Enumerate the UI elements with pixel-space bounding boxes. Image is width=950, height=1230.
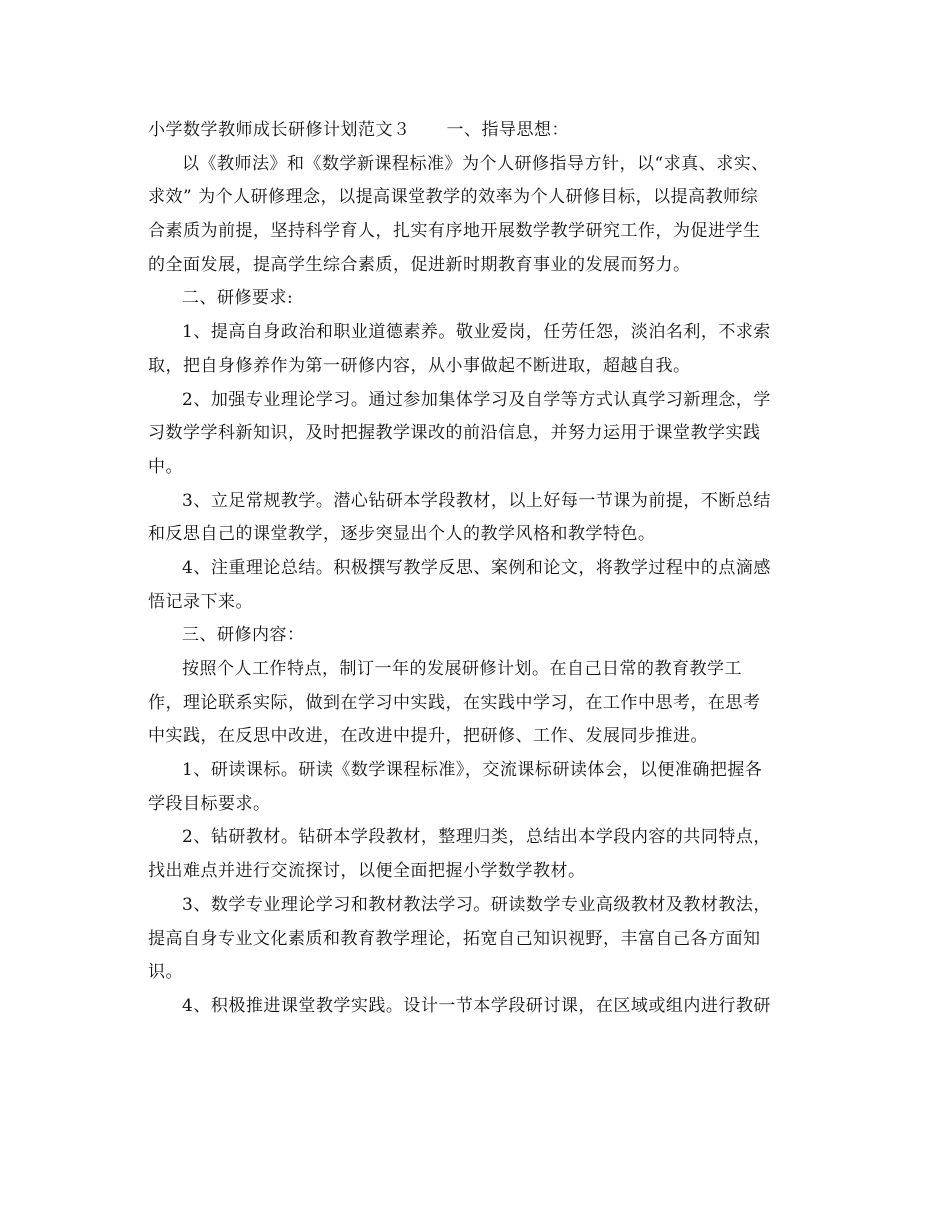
title-line — [148, 114, 810, 148]
text-line: 求效” 为个人研修理念，以提高课堂教学的效率为个人研修目标，以提高教师综 — [148, 187, 759, 208]
text-line: 取，把自身修养作为第一研修内容，从小事做起不断进取，超越自我。 — [148, 355, 691, 376]
text-line: 按照个人工作特点，制订一年的发展研修计划。在自己日常的教育教学工 — [182, 659, 742, 679]
text-line: 以《教师法》和《数学新课程标准》为个人研修指导方针，以“求真、求实、 — [182, 153, 769, 174]
text-line: 1、研读课标。研读《数学课程标准》，交流课标研读体会，以便准确把握各 — [182, 760, 763, 781]
text-line: 4、积极推进课堂教学实践。设计一节本学段研讨课，在区域或组内进行教研 — [182, 995, 771, 1016]
text-line: 习数学学科新知识，及时把握教学课改的前沿信息，并努力运用于课堂教学实践 — [148, 423, 761, 444]
text-line: 和反思自己的课堂教学，逐步突显出个人的教学风格和教学特色。 — [148, 524, 656, 545]
text-line: 合素质为前提，坚持科学育人，扎实有序地开展数学教学研究工作，为促进学生 — [148, 221, 761, 242]
text-line: 3、立足常规教学。潜心钻研本学段教材，以上好每一节课为前提，不断总结 — [182, 490, 771, 511]
text-line: 提高自身专业文化素质和教育教学理论，拓宽自己知识视野，丰富自己各方面知 — [148, 928, 761, 949]
section-heading-1: 一、指导思想： — [446, 120, 569, 140]
text-line: 三、研修内容： — [182, 625, 305, 646]
text-line: 2、加强专业理论学习。通过参加集体学习及自学等方式认真学习新理念，学 — [182, 389, 771, 410]
text-line: 识。 — [148, 962, 183, 983]
text-line: 中。 — [148, 456, 183, 477]
text-lines — [148, 148, 810, 1024]
text-line: 4、注重理论总结。积极撰写教学反思、案例和论文，将教学过程中的点滴感 — [182, 557, 771, 578]
text-line: 3、数学专业理论学习和教材教法学习。研读数学专业高级教材及教材教法， — [182, 894, 771, 915]
document-body — [148, 114, 810, 1024]
text-line: 找出难点并进行交流探讨，以便全面把握小学数学教材。 — [148, 861, 586, 882]
text-line: 中实践，在反思中改进，在改进中提升，把研修、工作、发展同步推进。 — [148, 726, 708, 747]
document-title: 小学数学教师成长研修计划范文３ — [148, 120, 411, 140]
text-line: 作，理论联系实际，做到在学习中实践，在实践中学习，在工作中思考，在思考 — [148, 692, 761, 713]
text-line: 2、钻研教材。钻研本学段教材，整理归类，总结出本学段内容的共同特点， — [182, 827, 771, 848]
text-line: 1、提高自身政治和职业道德素养。敬业爱岗，任劳任怨，淡泊名利，不求索 — [182, 322, 771, 343]
text-line: 学段目标要求。 — [148, 793, 271, 814]
text-line: 的全面发展，提高学生综合素质，促进新时期教育事业的发展而努力。 — [148, 254, 691, 275]
text-line: 悟记录下来。 — [148, 591, 253, 612]
text-line: 二、研修要求: — [182, 288, 294, 309]
